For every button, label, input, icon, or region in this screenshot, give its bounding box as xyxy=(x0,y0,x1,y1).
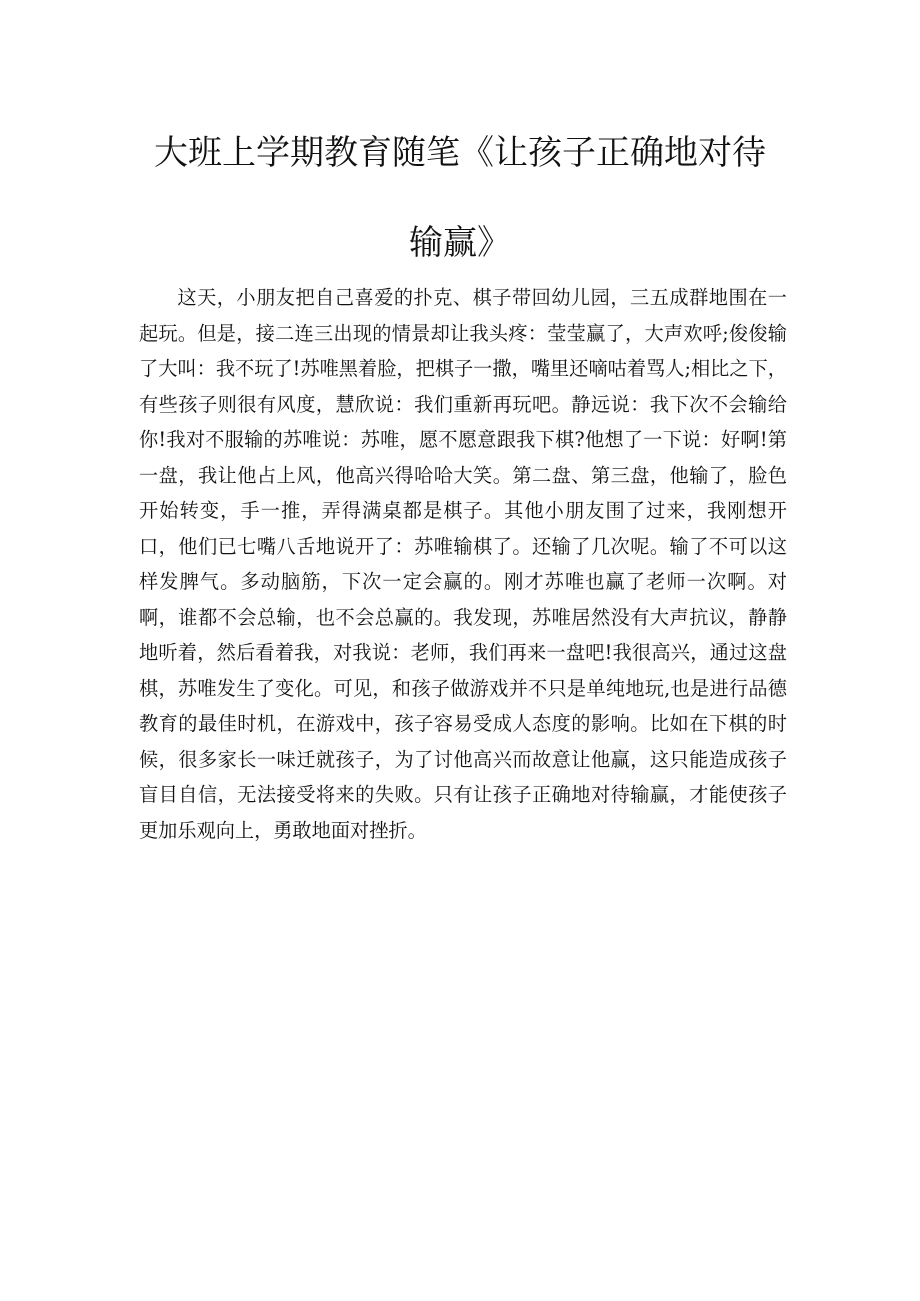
body-paragraph: 这天，小朋友把自己喜爱的扑克、棋子带回幼儿园，三五成群地围在一起玩。但是，接二连三出现的情景却让我头疼：莹莹赢了，大声欢呼;俊俊输了大叫：我不玩了!苏唯黑着脸，把棋子一撒，嘴里还嘀咕着骂人;相比之下，有些孩子则很有风度，慧欣说：我们重新再玩吧。静远说：我下次不会输给你!我对不服输的苏唯说：苏唯，愿不愿意跟我下棋?他想了一下说：好啊!第一盘，我让他占上风，他高兴得哈哈大笑。第二盘、第三盘，他输了，脸色开始转变，手一推，弄得满桌都是棋子。其他小朋友围了过来，我刚想开口，他们已七嘴八舌地说开了：苏唯输棋了。还输了几次呢。输了不可以这样发脾气。多动脑筋，下次一定会赢的。刚才苏唯也赢了老师一次啊。对啊，谁都不会总输，也不会总赢的。我发现，苏唯居然没有大声抗议，静静地听着，然后看着我，对我说：老师，我们再来一盘吧!我很高兴，通过这盘棋，苏唯发生了变化。可见，和孩子做游戏并不只是单纯地玩,也是进行品德教育的最佳时机，在游戏中，孩子容易受成人态度的影响。比如在下棋的时候，很多家长一味迁就孩子，为了讨他高兴而故意让他赢，这只能造成孩子盲目自信，无法接受将来的失败。只有让孩子正确地对待输赢，才能使孩子更加乐观向上，勇敢地面对挫折。 xyxy=(139,286,787,842)
document-title: 大班上学期教育随笔《让孩子正确地对待输赢》 xyxy=(154,133,766,263)
